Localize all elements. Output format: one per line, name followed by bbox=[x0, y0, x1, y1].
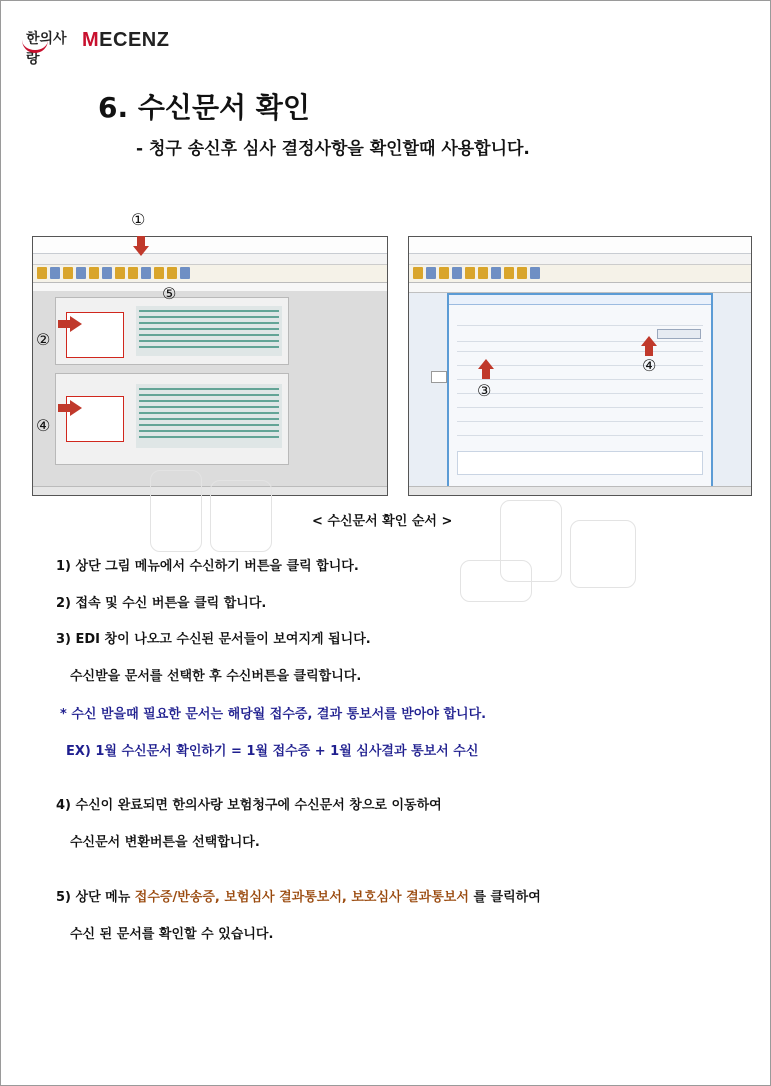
page-title: 6. 수신문서 확인 bbox=[98, 91, 310, 124]
logo-mark bbox=[22, 24, 74, 67]
tool-icon bbox=[37, 267, 47, 279]
side-box bbox=[431, 371, 447, 383]
company-logo bbox=[22, 22, 170, 67]
panel-instructions bbox=[136, 306, 282, 356]
tool-icon bbox=[115, 267, 125, 279]
tool-icon bbox=[530, 267, 540, 279]
step-5-prefix: 5) 상단 메뉴 bbox=[56, 890, 135, 905]
grid-line bbox=[457, 407, 703, 408]
tool-icon bbox=[504, 267, 514, 279]
background-decoration bbox=[210, 480, 272, 552]
tool-icon bbox=[50, 267, 60, 279]
tool-icon bbox=[439, 267, 449, 279]
arrow-right-icon bbox=[70, 316, 82, 332]
tool-icon bbox=[63, 267, 73, 279]
window-menubar bbox=[409, 254, 751, 265]
marker-3: ③ bbox=[477, 381, 492, 400]
background-decoration bbox=[150, 470, 202, 552]
background-decoration bbox=[460, 560, 532, 602]
window-titlebar bbox=[33, 237, 387, 254]
window-menubar bbox=[33, 254, 387, 265]
marker-5: ⑤ bbox=[162, 284, 177, 303]
example-line: EX) 1월 수신문서 확인하기 = 1월 접수증 + 1월 심사결과 통보서 수신 bbox=[66, 744, 479, 759]
step-3: 3) EDI 창이 나오고 수신된 문서들이 보여지게 됩니다. bbox=[56, 632, 371, 647]
logo-english-text bbox=[82, 29, 169, 52]
grid-line bbox=[457, 325, 703, 326]
grid-line bbox=[457, 379, 703, 380]
tool-icon bbox=[76, 267, 86, 279]
tool-icon bbox=[478, 267, 488, 279]
tool-icon bbox=[102, 267, 112, 279]
tool-icon bbox=[413, 267, 423, 279]
window-toolbar bbox=[33, 265, 387, 283]
dialog-titlebar bbox=[449, 295, 711, 305]
work-area bbox=[33, 291, 387, 487]
step-panel-convert bbox=[55, 373, 289, 465]
arrow-up-icon bbox=[641, 336, 657, 346]
tool-icon bbox=[426, 267, 436, 279]
arrow-right-icon bbox=[70, 400, 82, 416]
tool-icon bbox=[89, 267, 99, 279]
marker-4-right: ④ bbox=[642, 356, 657, 375]
logo-korean-text: 한의사랑 bbox=[26, 31, 67, 67]
window-tabs bbox=[409, 283, 751, 293]
grid-line bbox=[457, 421, 703, 422]
grid-line bbox=[457, 341, 703, 342]
receive-button bbox=[657, 329, 701, 339]
tool-icon bbox=[180, 267, 190, 279]
screenshot-main-window bbox=[32, 236, 388, 496]
step-4-detail: 수신문서 변환버튼을 선택합니다. bbox=[70, 835, 260, 850]
panel-instructions bbox=[136, 384, 282, 448]
tool-icon bbox=[167, 267, 177, 279]
figure-caption: < 수신문서 확인 순서 > bbox=[312, 514, 453, 529]
arrow-down-icon bbox=[133, 246, 149, 256]
arrow-up-icon bbox=[478, 359, 494, 369]
step-1: 1) 상단 그림 메뉴에서 수신하기 버튼을 클릭 합니다. bbox=[56, 559, 359, 574]
step-3-detail: 수신받을 문서를 선택한 후 수신버튼을 클릭합니다. bbox=[70, 669, 362, 684]
step-5 bbox=[56, 886, 541, 905]
step-5-menu-highlight: 접수증/반송증, 보험심사 결과통보서, 보호심사 결과통보서 bbox=[134, 890, 469, 905]
window-titlebar bbox=[409, 237, 751, 254]
grid-line bbox=[457, 351, 703, 352]
page-subtitle: - 청구 송신후 심사 결정사항을 확인할때 사용합니다. bbox=[136, 139, 530, 159]
tool-icon bbox=[517, 267, 527, 279]
marker-4-left: ④ bbox=[36, 416, 51, 435]
logo-english-rest: ECENZ bbox=[99, 28, 170, 51]
grid-line bbox=[457, 435, 703, 436]
window-toolbar bbox=[409, 265, 751, 283]
note-required-docs: * 수신 받을때 필요한 문서는 해당월 접수증, 결과 통보서를 받아야 합니다. bbox=[60, 707, 487, 722]
tool-icon bbox=[141, 267, 151, 279]
grid-line bbox=[457, 393, 703, 394]
tool-icon bbox=[465, 267, 475, 279]
step-5-detail: 수신 된 문서를 확인할 수 있습니다. bbox=[70, 927, 274, 942]
tool-icon bbox=[154, 267, 164, 279]
received-list bbox=[457, 451, 703, 475]
window-statusbar bbox=[409, 486, 751, 495]
background-decoration bbox=[570, 520, 636, 588]
marker-1: ① bbox=[131, 210, 146, 229]
tool-icon bbox=[128, 267, 138, 279]
logo-english-first-letter: M bbox=[82, 28, 100, 51]
tool-icon bbox=[491, 267, 501, 279]
step-panel-connect bbox=[55, 297, 289, 365]
tool-icon bbox=[452, 267, 462, 279]
step-4: 4) 수신이 완료되면 한의사랑 보험청구에 수신문서 창으로 이동하여 bbox=[56, 798, 442, 813]
marker-2: ② bbox=[36, 330, 51, 349]
step-2: 2) 접속 및 수신 버튼을 클릭 합니다. bbox=[56, 596, 267, 611]
step-5-suffix: 를 클릭하여 bbox=[468, 890, 541, 905]
screenshot-edi-window bbox=[408, 236, 752, 496]
